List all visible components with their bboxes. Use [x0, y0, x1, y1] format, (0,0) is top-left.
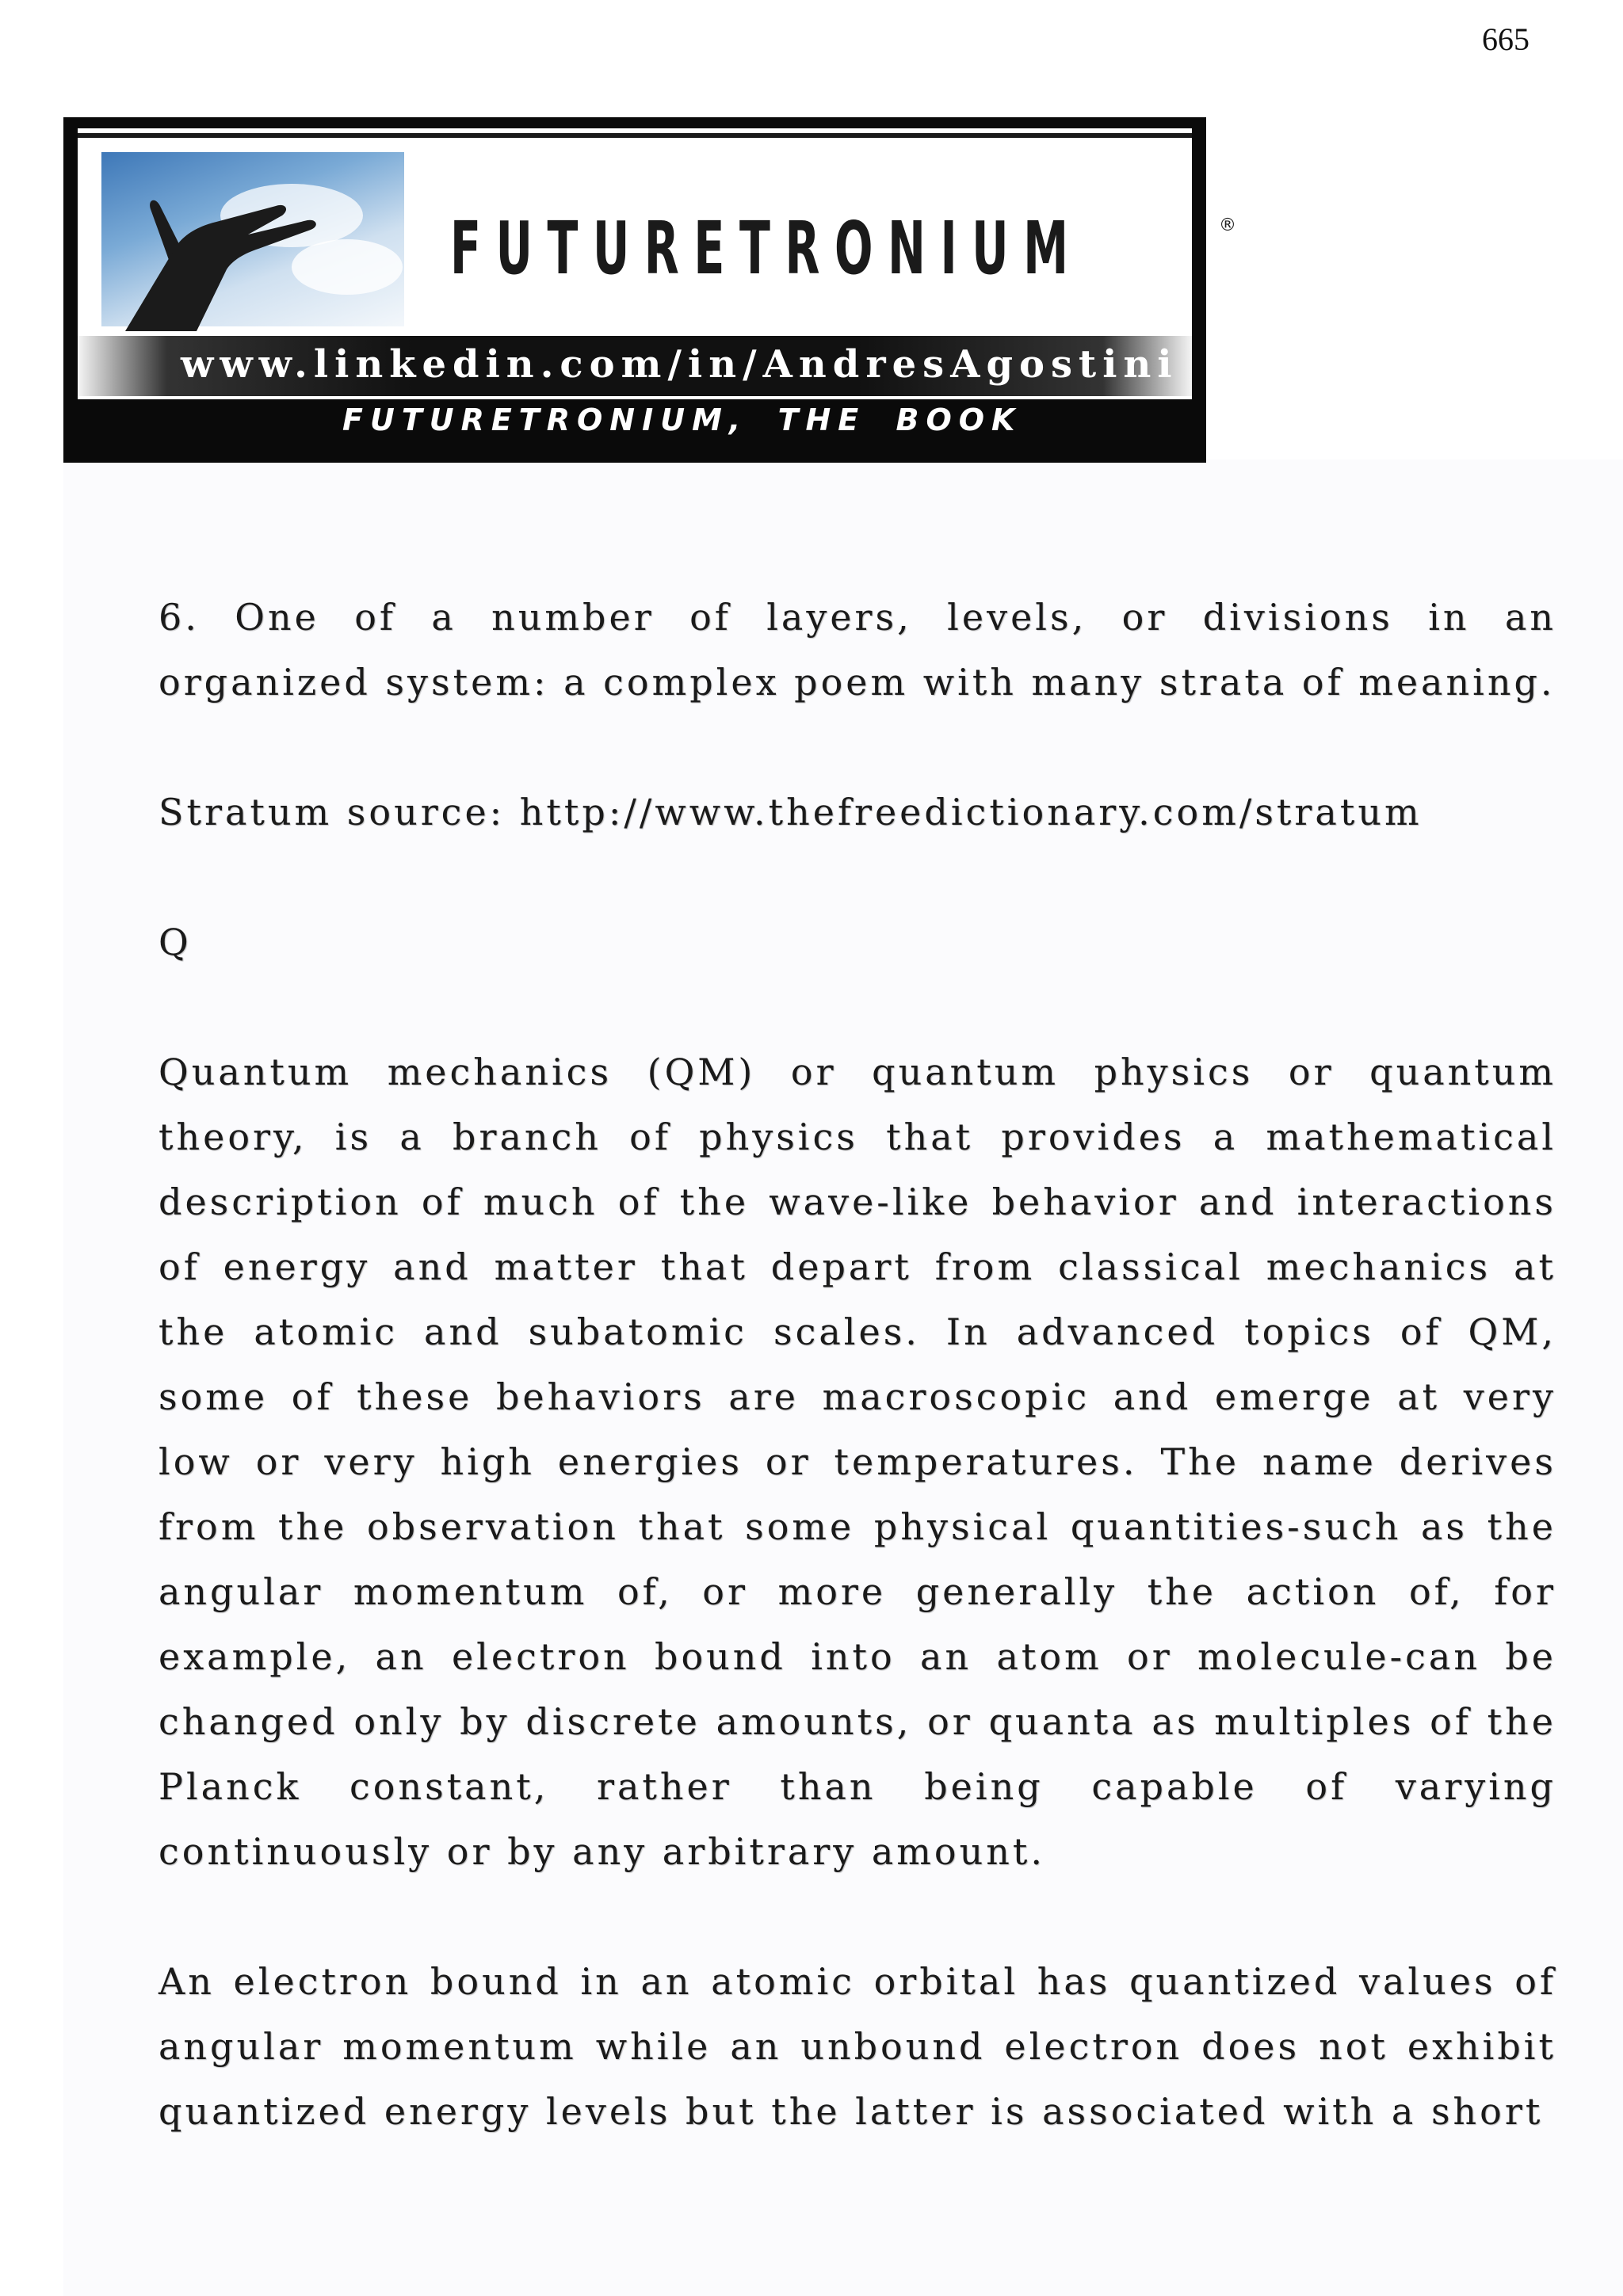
linkedin-url: www.linkedin.com/in/AndresAgostini — [181, 342, 1178, 387]
body-text — [158, 585, 1556, 2209]
banner-header — [78, 128, 1236, 399]
section-letter: Q — [158, 921, 192, 963]
page-number: 665 — [1482, 21, 1529, 57]
paragraph-definition: 6. One of a number of layers, levels, or divisions in an organized system: a complex poem with many strata of meaning. — [158, 596, 1556, 704]
brand-title: FUTURETRONIUM — [450, 206, 1083, 291]
paragraph-quantum-mechanics: Quantum mechanics (QM) or quantum physics or quantum theory, is a branch of physics that provides a mathematical description of much of the wave-like behavior and interactions of energy and matter that depart from classical mechanics at the atomic and subatomic scales. In advanced topics of QM, some of these behaviors are macroscopic and emerge at very low or very high energies or temperatures. The name derives from the observation that some physical quantities-such as the angular momentum of, or more generally the action of, for example, an electron bound into an atom or molecule-can be changed only by discrete amounts, or quanta as multiples of the Planck constant, rather than being capable of varying continuously or by any arbitrary amount. — [158, 1051, 1556, 1873]
reaching-hand-icon — [78, 133, 380, 315]
futuretronium-banner — [63, 117, 1236, 463]
url-bar — [78, 336, 1192, 396]
banner-subtitle: FUTURETRONIUM, THE BOOK — [342, 402, 1022, 437]
registered-mark: ® — [1219, 215, 1236, 235]
paragraph-electron: An electron bound in an atomic orbital has quantized values of angular momentum while an unbound electron does not exhibit quantized energy levels but the latter is associated with a short — [158, 1960, 1556, 2133]
paragraph-source: Stratum source: http://www.thefreedictionary.com/stratum — [158, 791, 1423, 833]
